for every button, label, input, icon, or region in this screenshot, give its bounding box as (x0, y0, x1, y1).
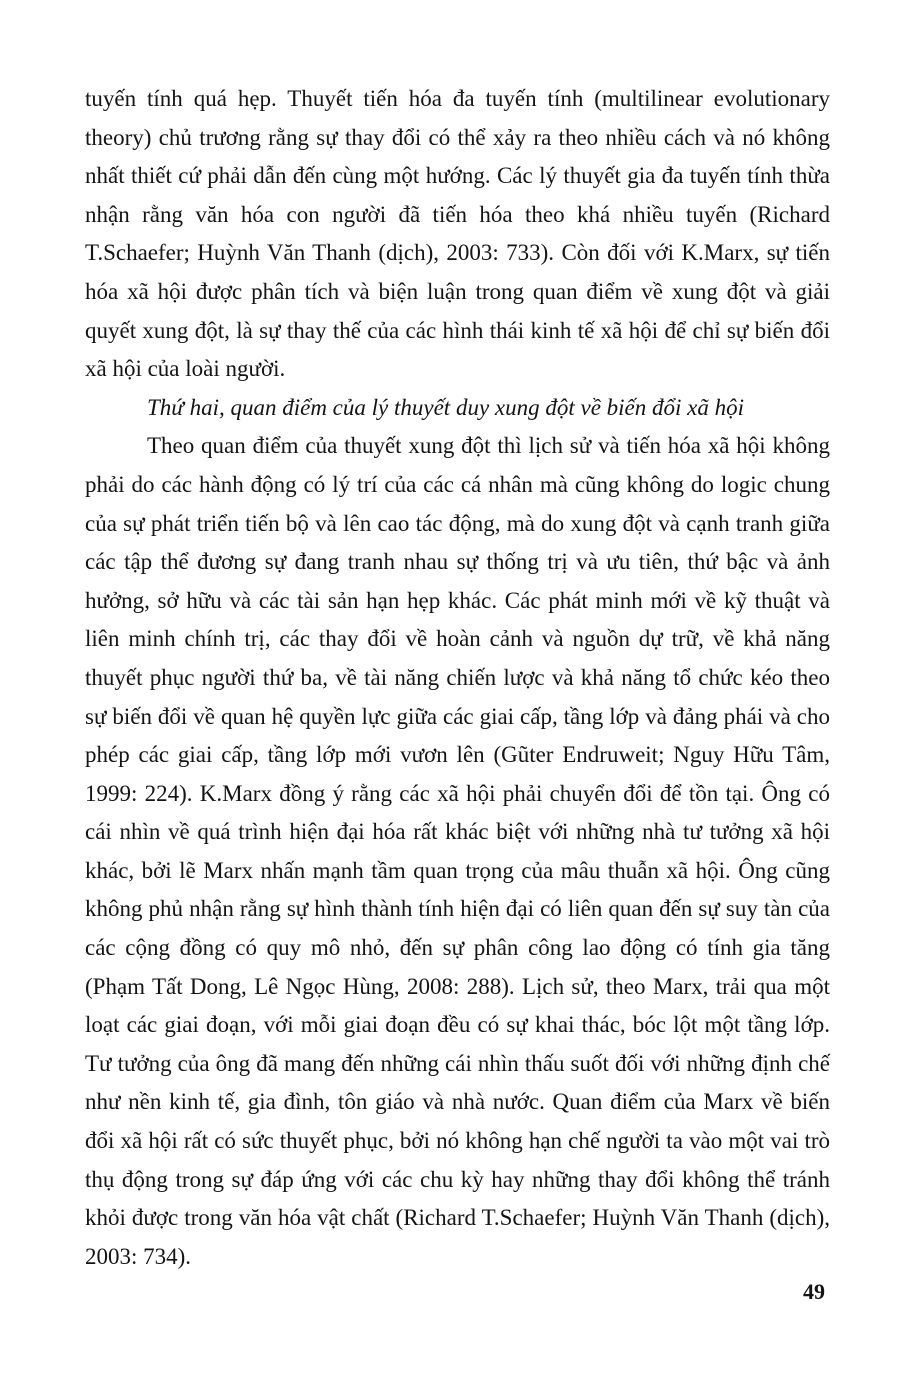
section-heading: Thứ hai, quan điểm của lý thuyết duy xung đột về biến đổi xã hội (147, 394, 745, 420)
paragraph-body: Theo quan điểm của thuyết xung đột thì lịch sử và tiến hóa xã hội không phải do các hành động có lý trí của các cá nhân mà cũng không do logic chung của sự phát triển tiến bộ và lên cao tác động, mà do xung đột và cạnh tranh giữa các tập thể đương sự đang tranh nhau sự thống trị và ưu tiên, thứ bậc và ảnh hưởng, sở hữu và các tài sản hạn hẹp khác. Các phát minh mới về kỹ thuật và liên minh chính trị, các thay đổi về hoàn cảnh và nguồn dự trữ, về khả năng thuyết phục người thứ ba, về tài năng chiến lược và khả năng tổ chức kéo theo sự biến đổi về quan hệ quyền lực giữa các giai cấp, tầng lớp và đảng phái và cho phép các giai cấp, tầng lớp mới vươn lên (Gũter Endruweit; Nguy Hữu Tâm, 1999: 224). K.Marx đồng ý rằng các xã hội phải chuyển đổi để tồn tại. Ông có cái nhìn về quá trình hiện đại hóa rất khác biệt với những nhà tư tưởng xã hội khác, bởi lẽ Marx nhấn mạnh tầm quan trọng của mâu thuẫn xã hội. Ông cũng không phủ nhận rằng sự hình thành tính hiện đại có liên quan đến sự suy tàn của các cộng đồng có quy mô nhỏ, đến sự phân công lao động có tính gia tăng (Phạm Tất Dong, Lê Ngọc Hùng, 2008: 288). Lịch sử, theo Marx, trải qua một loạt các giai đoạn, với mỗi giai đoạn đều có sự khai thác, bóc lột một tầng lớp. Tư tưởng của ông đã mang đến những cái nhìn thấu suốt đối với những định chế như nền kinh tế, gia đình, tôn giáo và nhà nước. Quan điểm của Marx về biến đổi xã hội rất có sức thuyết phục, bởi nó không hạn chế người ta vào một vai trò thụ động trong sự đáp ứng với các chu kỳ hay những thay đổi không thể tránh khỏi được trong văn hóa vật chất (Richard T.Schaefer; Huỳnh Văn Thanh (dịch), 2003: 734). (85, 433, 830, 1269)
page-number: 49 (803, 1279, 825, 1305)
paragraph-continuation: tuyến tính quá hẹp. Thuyết tiến hóa đa tuyến tính (multilinear evolutionary theory) chủ trương rằng sự thay đổi có thể xảy ra theo nhiều cách và nó không nhất thiết cứ phải dẫn đến cùng một hướng. Các lý thuyết gia đa tuyến tính thừa nhận rằng văn hóa con người đã tiến hóa theo khá nhiều tuyến (Richard T.Schaefer; Huỳnh Văn Thanh (dịch), 2003: 733). Còn đối với K.Marx, sự tiến hóa xã hội được phân tích và biện luận trong quan điểm về xung đột và giải quyết xung đột, là sự thay thế của các hình thái kinh tế xã hội để chỉ sự biến đổi xã hội của loài người. (85, 86, 830, 382)
